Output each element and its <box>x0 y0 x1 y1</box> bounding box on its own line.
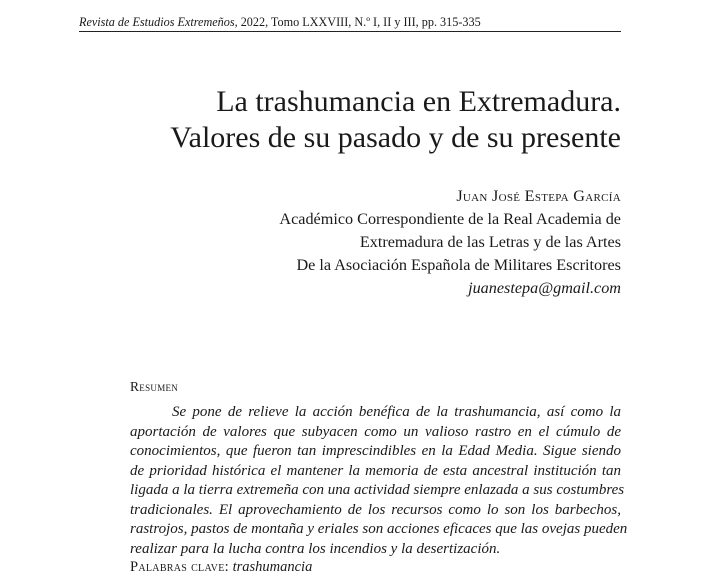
abstract-heading: Resumen <box>130 379 179 394</box>
journal-details: , 2022, Tomo LXXVIII, N.º I, II y III, pp. 315-335 <box>234 15 481 29</box>
abstract-line: ligada a la tierra extremeña con una actividad siempre enlazada a sus costumbres <box>130 482 625 498</box>
keywords <box>130 559 312 576</box>
running-head <box>79 15 621 30</box>
keywords-label: Palabras clave: <box>130 559 229 575</box>
abstract-line: aportación de valores que subyacen como un valioso rastro en el cúmulo de <box>130 423 621 440</box>
abstract-line: conocimientos, que fueron tan imprescindibles en la Edad Media. Sigue siendo <box>130 443 621 459</box>
abstract-line: de prioridad histórica el mantener la memoria de esta ancestral institución tan <box>130 462 621 479</box>
keywords-value: trashumancia <box>232 559 313 575</box>
author-name: Juan José Estepa García <box>456 187 621 205</box>
abstract-body <box>130 403 628 559</box>
abstract-line: tradicionales. El aprovechamiento de los recursos como lo son los barbechos, <box>130 501 621 518</box>
journal-name: Revista de Estudios Extremeños <box>79 15 235 29</box>
author-block <box>279 185 621 300</box>
article-title <box>170 84 621 156</box>
affiliation-line-2: Extremadura de las Letras y de las Artes <box>359 233 621 251</box>
title-line-2: Valores de su pasado y de su presente <box>170 121 621 154</box>
title-line-1: La trashumancia en Extremadura. <box>216 85 621 118</box>
affiliation-line-3: De la Asociación Española de Militares Escritores <box>296 256 621 274</box>
header-rule <box>79 31 621 32</box>
author-email: juanestepa@gmail.com <box>468 279 621 297</box>
abstract-line: realizar para la lucha contra los incendios y la desertización. <box>130 540 501 557</box>
affiliation-line-1: Académico Correspondiente de la Real Academia de <box>279 210 621 228</box>
abstract-line: rastrojos, pastos de montaña y eriales son acciones eficaces que las ovejas pueden <box>130 521 628 537</box>
abstract-line: Se pone de relieve la acción benéfica de la trashumancia, así como la <box>172 404 621 420</box>
